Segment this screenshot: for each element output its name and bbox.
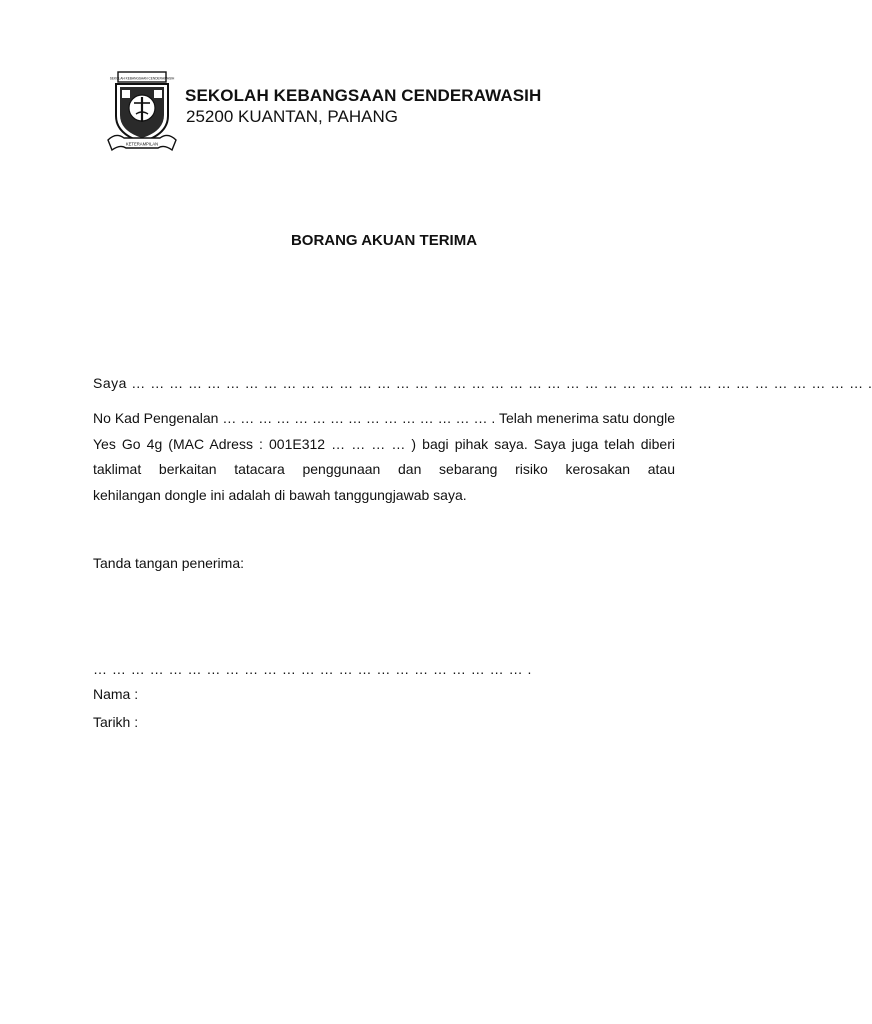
school-address: 25200 KUANTAN, PAHANG bbox=[186, 107, 398, 126]
paragraph-line: taklimat berkaitan tatacara penggunaan dan sebarang risiko kerosakan atau bbox=[93, 461, 675, 477]
declaration-paragraph bbox=[93, 406, 675, 508]
signature-line: … … … … … … … … … … … … … … … … … … … … … … … . bbox=[93, 661, 532, 677]
crest-top-text: SEKOLAH KEBANGSAAN CENDERAWASIH bbox=[109, 76, 175, 81]
crest-banner-text: KETERAMPILAN bbox=[125, 141, 159, 147]
school-crest-icon bbox=[106, 70, 178, 154]
name-fill-line: Saya … … … … … … … … … … … … … … … … … … … … … … … … … … … … … … … … … … … … … … … . bbox=[93, 375, 872, 391]
date-label: Tarikh : bbox=[93, 714, 139, 730]
signature-label: Tanda tangan penerima: bbox=[93, 555, 244, 571]
school-crest-logo bbox=[106, 70, 178, 154]
name-label: Nama : bbox=[93, 686, 139, 702]
form-title: BORANG AKUAN TERIMA bbox=[290, 232, 478, 249]
paragraph-line: No Kad Pengenalan … … … … … … … … … … … … … … … . Telah menerima satu dongle bbox=[93, 410, 675, 426]
paragraph-line: Yes Go 4g (MAC Adress : 001E312 … … … … ) bagi pihak saya. Saya juga telah diberi bbox=[93, 435, 675, 452]
school-name: SEKOLAH KEBANGSAAN CENDERAWASIH bbox=[185, 86, 542, 105]
paragraph-line: kehilangan dongle ini adalah di bawah tanggungjawab saya. bbox=[93, 486, 467, 503]
